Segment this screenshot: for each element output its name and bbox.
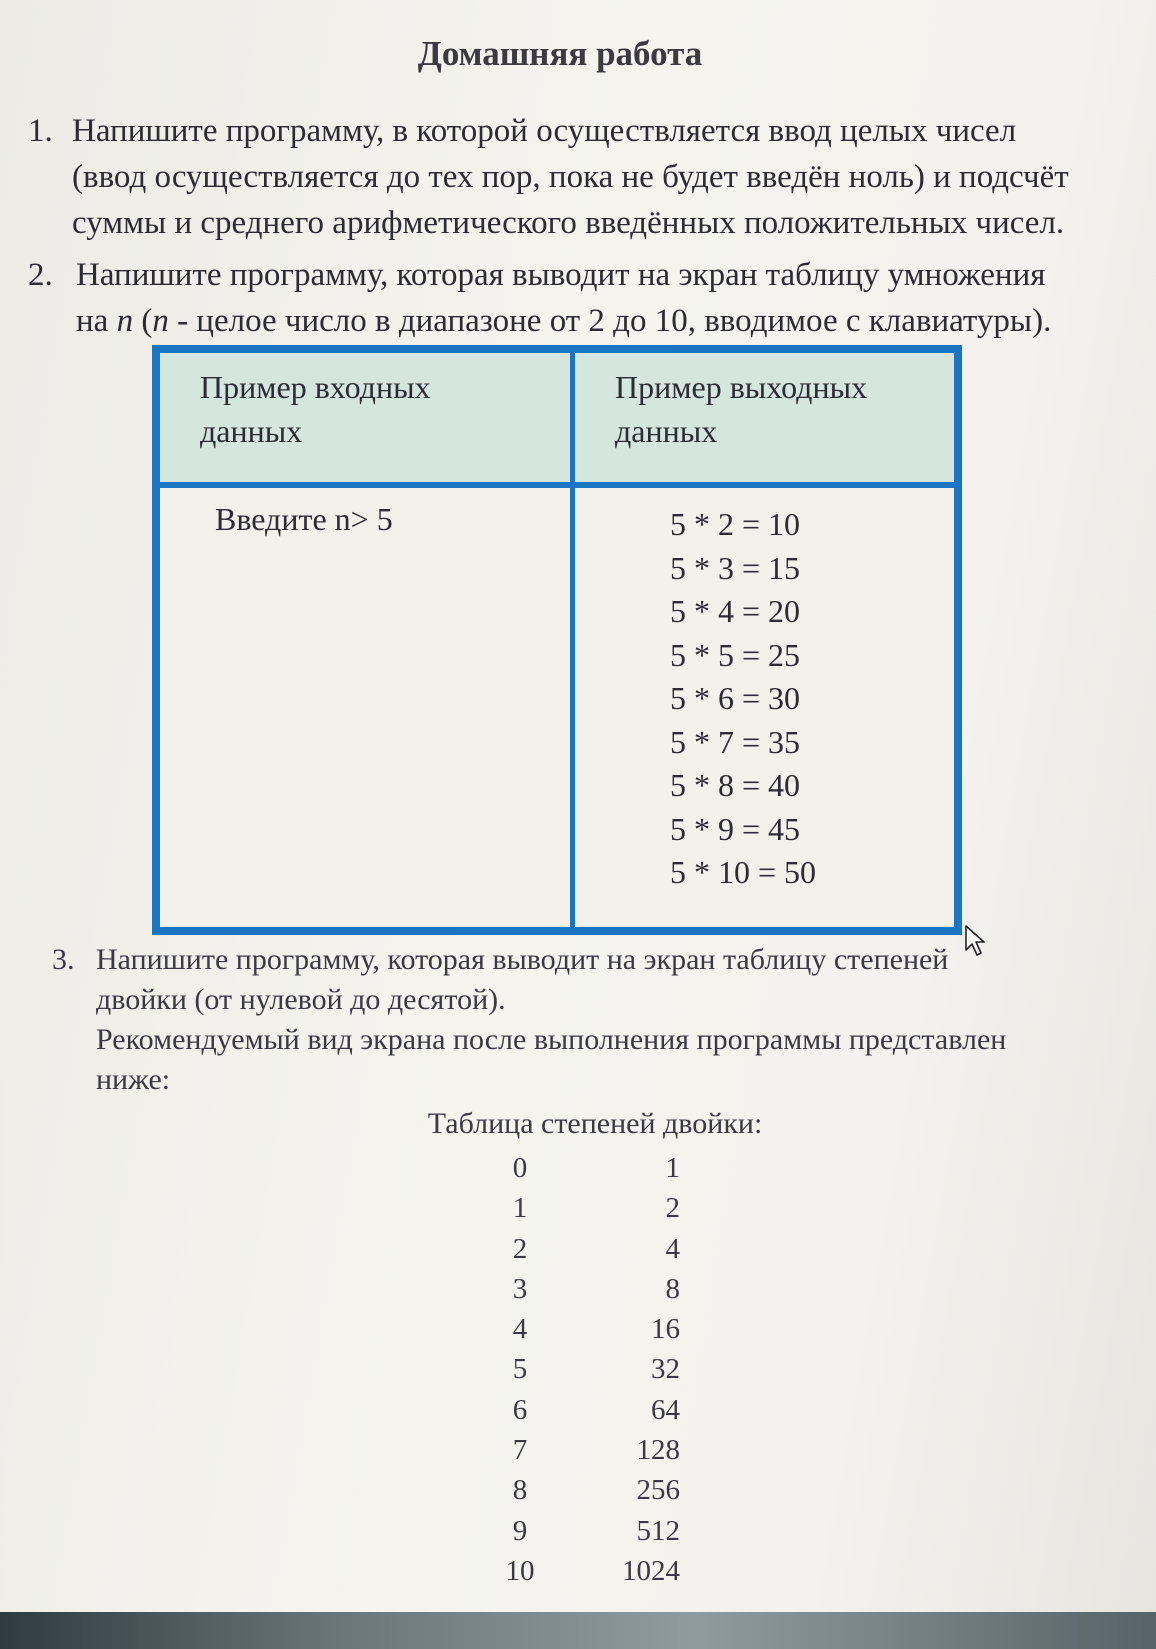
task-1-line: Напишите программу, в которой осуществляется ввод целых чисел: [72, 113, 1017, 149]
page-title: Домашняя работа: [417, 34, 703, 73]
output-line: 5 * 10 = 50: [670, 854, 817, 890]
power-exponent: 10: [505, 1554, 535, 1587]
power-value: 16: [651, 1313, 680, 1346]
power-exponent: 3: [512, 1272, 528, 1305]
powers-row: [500, 1188, 680, 1228]
task-3-line: ниже:: [96, 1063, 171, 1096]
power-exponent: 7: [512, 1434, 528, 1467]
output-line: 5 * 3 = 15: [670, 549, 801, 586]
task-2-number: 2.: [28, 257, 53, 293]
header-input-line: Пример входных: [200, 369, 431, 405]
task-2-line2-prefix: на: [76, 303, 117, 339]
column-divider: [570, 353, 575, 927]
power-exponent: 9: [512, 1514, 528, 1547]
task-2-line: Напишите программу, которая выводит на экран таблицу умножения: [76, 257, 1046, 293]
powers-row: [500, 1269, 680, 1309]
powers-row: [500, 1551, 680, 1591]
header-input-line: данных: [200, 413, 303, 449]
powers-table-title: Таблица степеней двойки:: [427, 1107, 763, 1140]
header-output-examples: [615, 365, 935, 453]
task-1-line: (ввод осуществляется до тех пор, пока не будет введён ноль) и подсчёт: [72, 159, 1069, 195]
output-line: 5 * 5 = 25: [670, 636, 801, 673]
task-1-line: суммы и среднего арифметического введённых положительных чисел.: [72, 205, 1065, 241]
powers-table: [500, 1148, 680, 1591]
powers-row: [500, 1470, 680, 1510]
powers-row: [500, 1229, 680, 1269]
task-2-line2-mid: (: [133, 303, 153, 339]
power-exponent: 6: [512, 1393, 528, 1426]
output-example-list: [670, 503, 816, 895]
monitor-bezel: [0, 1612, 1156, 1649]
power-exponent: 4: [512, 1313, 528, 1346]
power-value: 64: [651, 1393, 680, 1426]
output-line: 5 * 6 = 30: [670, 680, 801, 716]
power-value: 4: [665, 1232, 680, 1265]
power-exponent: 1: [512, 1192, 528, 1225]
task-3-line: Напишите программу, которая выводит на экран таблицу степеней: [96, 943, 949, 976]
task-3-number: 3.: [52, 943, 75, 976]
variable-n: n: [152, 303, 169, 339]
task-1-text: [72, 108, 1142, 246]
power-value: 512: [636, 1514, 680, 1547]
output-line: 5 * 2 = 10: [670, 506, 801, 542]
input-example-text: Введите n> 5: [215, 501, 393, 537]
power-exponent: 2: [512, 1232, 528, 1265]
power-value: 256: [636, 1474, 680, 1507]
powers-row: [500, 1148, 680, 1188]
powers-row: [500, 1390, 680, 1430]
header-output-line: данных: [615, 413, 718, 449]
power-value: 1024: [622, 1554, 680, 1587]
power-exponent: 5: [512, 1353, 528, 1386]
task-3-line: двойки (от нулевой до десятой).: [96, 983, 506, 1016]
variable-n: n: [116, 303, 134, 339]
power-value: 2: [665, 1192, 680, 1225]
task-2-line2-rest: - целое число в диапазоне от 2 до 10, вводимое с клавиатуры).: [168, 303, 1052, 339]
power-value: 8: [665, 1272, 680, 1305]
power-value: 32: [651, 1353, 680, 1386]
powers-row: [500, 1309, 680, 1349]
task-3-line: Рекомендуемый вид экрана после выполнения программы представлен: [96, 1023, 1007, 1056]
output-line: 5 * 9 = 45: [670, 810, 801, 847]
output-line: 5 * 4 = 20: [670, 593, 801, 629]
power-exponent: 8: [512, 1474, 528, 1507]
header-output-line: Пример выходных: [615, 369, 868, 405]
header-input-examples: [200, 365, 540, 453]
task-1-number: 1.: [28, 113, 53, 149]
power-value: 128: [636, 1434, 680, 1467]
task-2-text: [76, 252, 1136, 344]
task-2-line: [76, 298, 1136, 344]
task-3-text: [96, 940, 1106, 1100]
powers-row: [500, 1430, 680, 1470]
power-exponent: 0: [512, 1152, 528, 1184]
powers-row: [500, 1511, 680, 1551]
power-value: 1: [665, 1152, 680, 1184]
example-io-table: [152, 345, 962, 935]
output-line: 5 * 8 = 40: [670, 767, 801, 803]
output-line: 5 * 7 = 35: [670, 723, 801, 760]
powers-row: [500, 1349, 680, 1389]
